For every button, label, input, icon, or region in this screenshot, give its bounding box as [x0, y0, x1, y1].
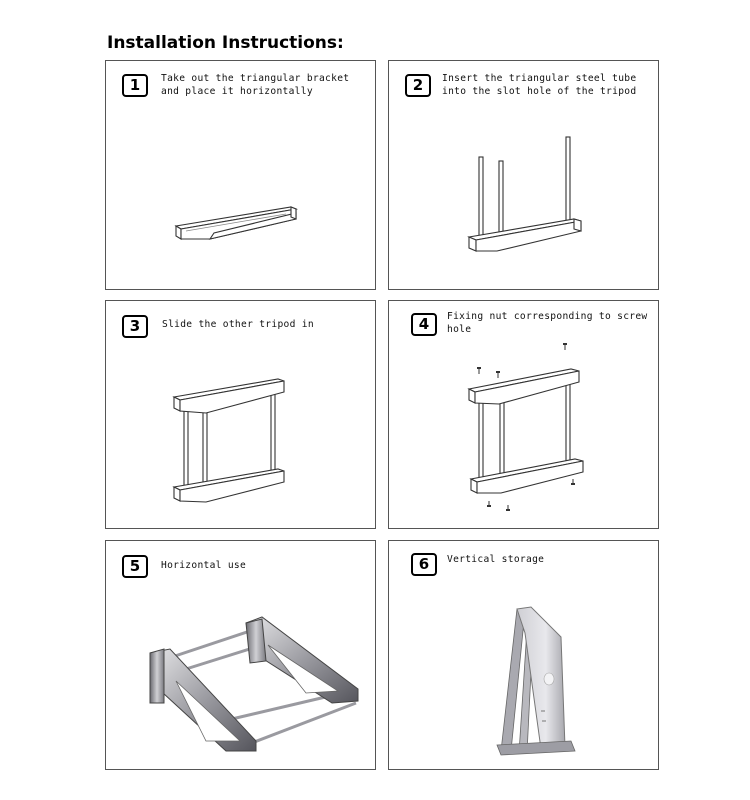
step-2-tubes-illustration — [389, 61, 659, 290]
step-2-number: 2 — [405, 74, 431, 97]
step-2-caption: Insert the triangular steel tube into the slot hole of the tripod — [442, 73, 637, 97]
step-6-caption: Vertical storage — [447, 554, 545, 565]
step-2-panel — [388, 60, 659, 290]
step-4-panel — [388, 300, 659, 529]
step-1-caption: Take out the triangular bracket and place it horizontally — [161, 73, 350, 97]
step-3-panel — [105, 300, 376, 529]
step-3-frame-illustration — [106, 301, 376, 529]
step-4-screws-illustration — [389, 301, 659, 529]
step-5-horizontal-stand-photo — [106, 541, 376, 770]
step-6-panel — [388, 540, 659, 770]
step-1-number: 1 — [122, 74, 148, 97]
step-1-panel — [105, 60, 376, 290]
step-6-number: 6 — [411, 553, 437, 576]
step-5-caption: Horizontal use — [161, 560, 247, 571]
step-6-vertical-storage-photo — [389, 541, 659, 770]
step-3-caption: Slide the other tripod in — [162, 319, 314, 330]
step-3-number: 3 — [122, 315, 148, 338]
step-1-bracket-illustration — [106, 61, 376, 290]
step-4-number: 4 — [411, 313, 437, 336]
step-5-number: 5 — [122, 555, 148, 578]
step-4-caption: Fixing nut corresponding to screw hole — [447, 311, 648, 335]
step-5-panel — [105, 540, 376, 770]
page-title: Installation Instructions: — [107, 33, 344, 53]
